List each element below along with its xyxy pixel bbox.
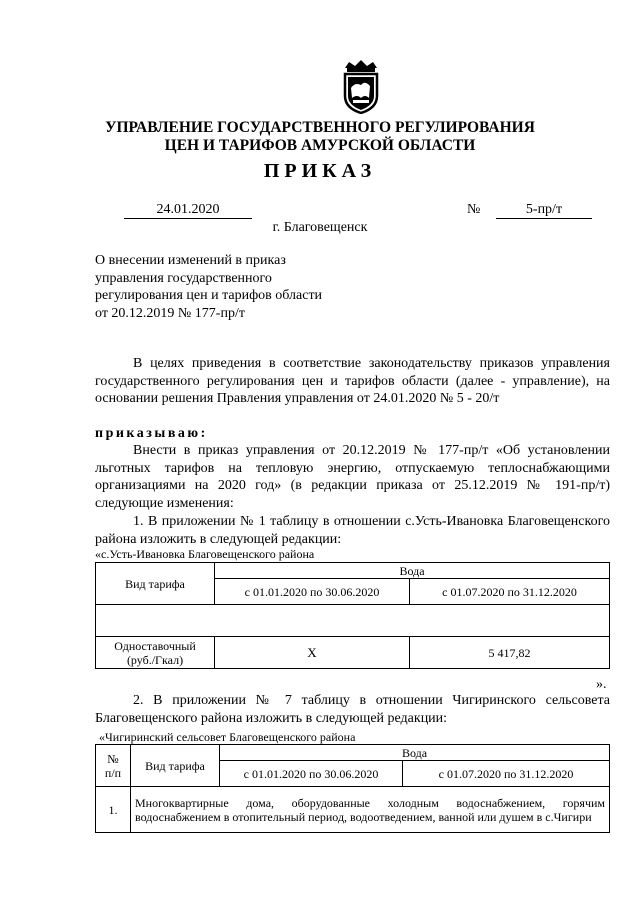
- document-number: 5-пр/т: [496, 202, 592, 219]
- row-description: Многоквартирные дома, оборудованные холодным водоснабжением, горячим водоснабжением в отопительный период, водоотведением, ванной или душем в с.Чигири: [131, 787, 610, 833]
- table1-caption: «с.Усть-Ивановка Благовещенского района: [95, 547, 315, 561]
- item-2: 2. В приложении № 7 таблицу в отношении Чигиринского сельсовета Благовещенского района изложить в следующей редакции:: [95, 693, 610, 726]
- period-2-header: с 01.07.2020 по 31.12.2020: [410, 579, 610, 605]
- city: г. Благовещенск: [272, 220, 368, 235]
- intro-paragraph: В целях приведения в соответствие законодательству приказов управления государственного регулирования цен и тарифов области (далее - управление), на основании решения Правления управления от 24.01.2020 № 5 - 20/т: [95, 356, 610, 406]
- tariff-table-2: [95, 744, 610, 833]
- row-value-2: 5 417,82: [410, 637, 610, 669]
- document-type: ПРИКАЗ: [263, 160, 377, 182]
- paragraph-1: Внести в приказ управления от 20.12.2019 № 177-пр/т «Об установлении льготных тарифов на тепловую энергию, отпускаемую теплоснабжающими организациями на 2020 год» (в редакции приказа от 25.12.2019 № 191-пр/т) следующие изменения:: [95, 443, 610, 511]
- col-num-header: № п/п: [96, 745, 131, 787]
- period-1-header: с 01.01.2020 по 30.06.2020: [220, 761, 403, 787]
- document-date: 24.01.2020: [124, 202, 252, 219]
- table1-closing: ».: [596, 677, 607, 692]
- coat-of-arms-icon: [339, 58, 383, 114]
- item-1: 1. В приложении № 1 таблицу в отношении с.Усть-Ивановка Благовещенского района изложить в следующей редакции:: [95, 514, 610, 547]
- col-tariff-header: Вид тарифа: [131, 745, 220, 787]
- empty-row: [96, 605, 610, 637]
- org-name-line1: УПРАВЛЕНИЕ ГОСУДАРСТВЕННОГО РЕГУЛИРОВАНИЯ: [105, 119, 535, 136]
- number-label: №: [467, 202, 481, 217]
- subject-block: [95, 252, 322, 322]
- col-tariff-header: Вид тарифа: [96, 563, 215, 605]
- tariff-table-1: [95, 562, 610, 669]
- subject-line: регулирования цен и тарифов области: [95, 288, 323, 303]
- period-2-header: с 01.07.2020 по 31.12.2020: [403, 761, 610, 787]
- col-water-header: Вода: [220, 745, 610, 761]
- col-water-header: Вода: [215, 563, 610, 579]
- period-1-header: с 01.01.2020 по 30.06.2020: [215, 579, 410, 605]
- row-value-1: Х: [215, 637, 410, 669]
- org-name-line2: ЦЕН И ТАРИФОВ АМУРСКОЙ ОБЛАСТИ: [164, 137, 476, 154]
- table2-caption: «Чигиринский сельсовет Благовещенского района: [99, 730, 356, 744]
- subject-line: управления государственного: [95, 270, 272, 286]
- row-label: Одноставочный (руб./Гкал): [96, 637, 215, 669]
- subject-line: от 20.12.2019 № 177-пр/т: [95, 305, 245, 321]
- subject-line: О внесении изменений в приказ: [95, 253, 286, 268]
- row-number: 1.: [96, 787, 131, 833]
- order-word: приказываю:: [95, 426, 208, 441]
